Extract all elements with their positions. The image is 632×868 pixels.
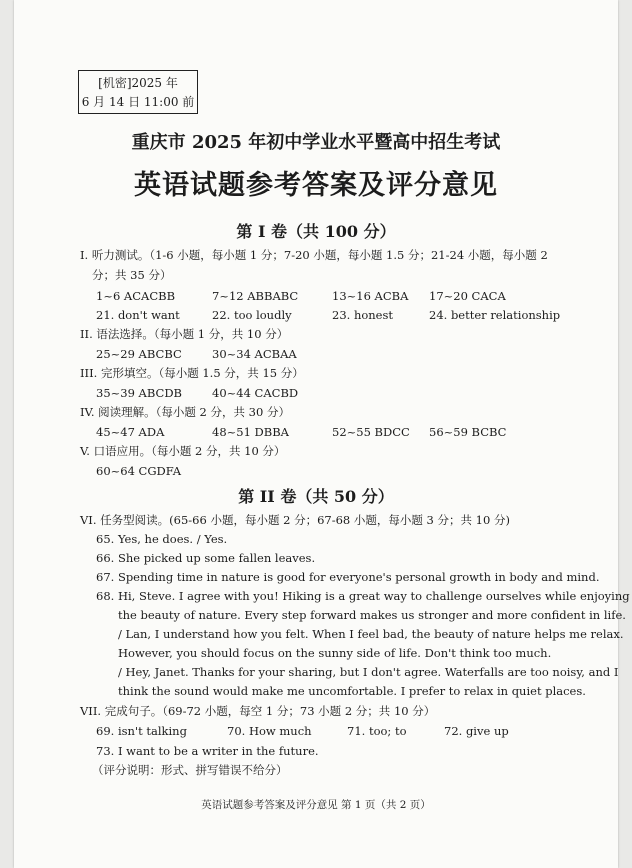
answer-group: 60~64 CGDFA <box>96 464 182 478</box>
answer-group: 40~44 CACBD <box>212 386 299 400</box>
answer-66: 66. She picked up some fallen leaves. <box>96 551 316 565</box>
confidential-line2: 6 月 14 日 11:00 前 <box>81 95 195 109</box>
answer-item: 21. don't want <box>96 308 180 322</box>
section-5-heading: V. 口语应用。（每小题 2 分，共 10 分） <box>80 444 286 458</box>
answer-group: 56~59 BCBC <box>429 425 507 439</box>
section-2-heading: II. 语法选择。（每小题 1 分，共 10 分） <box>80 327 289 341</box>
volume-2-title: 第 II 卷（共 50 分） <box>238 487 394 506</box>
answer-item: 23. honest <box>332 308 394 322</box>
section-7-heading: VII. 完成句子。（69-72 小题，每空 1 分；73 小题 2 分；共 10 分） <box>80 704 436 718</box>
answer-68-line: think the sound would make me uncomfortable. I prefer to relax in quiet places. <box>118 684 586 698</box>
answer-group: 25~29 ABCBC <box>96 347 182 361</box>
answer-65: 65. Yes, he does. / Yes. <box>96 532 228 546</box>
main-title: 英语试题参考答案及评分意见 <box>134 170 498 201</box>
answer-68-line: However, you should focus on the sunny side of life. Don't think too much. <box>118 646 552 660</box>
answer-group: 13~16 ACBA <box>332 289 409 303</box>
answer-68-line: / Lan, I understand how you felt. When I feel bad, the beauty of nature helps me relax. <box>118 627 624 641</box>
section-3-heading: III. 完形填空。（每小题 1.5 分，共 15 分） <box>80 366 304 380</box>
section-6-heading: VI. 任务型阅读。(65-66 小题，每小题 2 分；67-68 小题，每小题 3 分；共 10 分) <box>80 513 510 527</box>
answer-item: 71. too; to <box>347 724 407 738</box>
answer-68-line: the beauty of nature. Every step forward makes us stronger and more confident in life. <box>118 608 626 622</box>
answer-item: 72. give up <box>444 724 509 738</box>
answer-68-line: / Hey, Janet. Thanks for your sharing, but I don't agree. Waterfalls are too noisy, and I <box>118 665 619 679</box>
answer-68-line: 68. Hi, Steve. I agree with you! Hiking is a great way to challenge ourselves while enjoying <box>96 589 630 603</box>
exam-title: 重庆市 2025 年初中学业水平暨高中招生考试 <box>131 132 501 153</box>
answer-group: 1~6 ACACBB <box>96 289 176 303</box>
answer-group: 48~51 DBBA <box>212 425 289 439</box>
confidential-box <box>78 70 198 114</box>
volume-1-title: 第 I 卷（共 100 分） <box>236 222 396 241</box>
page-footer: 英语试题参考答案及评分意见 第 1 页（共 2 页） <box>201 799 431 811</box>
answer-73: 73. I want to be a writer in the future. <box>96 744 319 758</box>
section-4-heading: IV. 阅读理解。（每小题 2 分，共 30 分） <box>80 405 290 419</box>
answer-group: 45~47 ADA <box>96 425 165 439</box>
answer-item: 69. isn't talking <box>96 724 187 738</box>
section-1-heading-cont: 分；共 35 分） <box>92 268 172 282</box>
answer-item: 70. How much <box>227 724 312 738</box>
answer-group: 30~34 ACBAA <box>212 347 297 361</box>
answer-group: 7~12 ABBABC <box>212 289 299 303</box>
section-1-heading: I. 听力测试。（1-6 小题，每小题 1 分；7-20 小题，每小题 1.5 分；21-24 小题，每小题 2 <box>80 248 548 262</box>
confidential-line1: [机密]2025 年 <box>98 76 178 90</box>
answer-67: 67. Spending time in nature is good for everyone's personal growth in body and mind. <box>96 570 600 584</box>
scoring-note: （评分说明：形式、拼写错误不给分） <box>92 763 288 777</box>
answer-group: 35~39 ABCDB <box>96 386 182 400</box>
answer-group: 52~55 BDCC <box>332 425 410 439</box>
answer-item: 22. too loudly <box>212 308 292 322</box>
answer-item: 24. better relationship <box>429 308 561 322</box>
answer-key-page <box>14 0 630 868</box>
answer-group: 17~20 CACA <box>429 289 506 303</box>
